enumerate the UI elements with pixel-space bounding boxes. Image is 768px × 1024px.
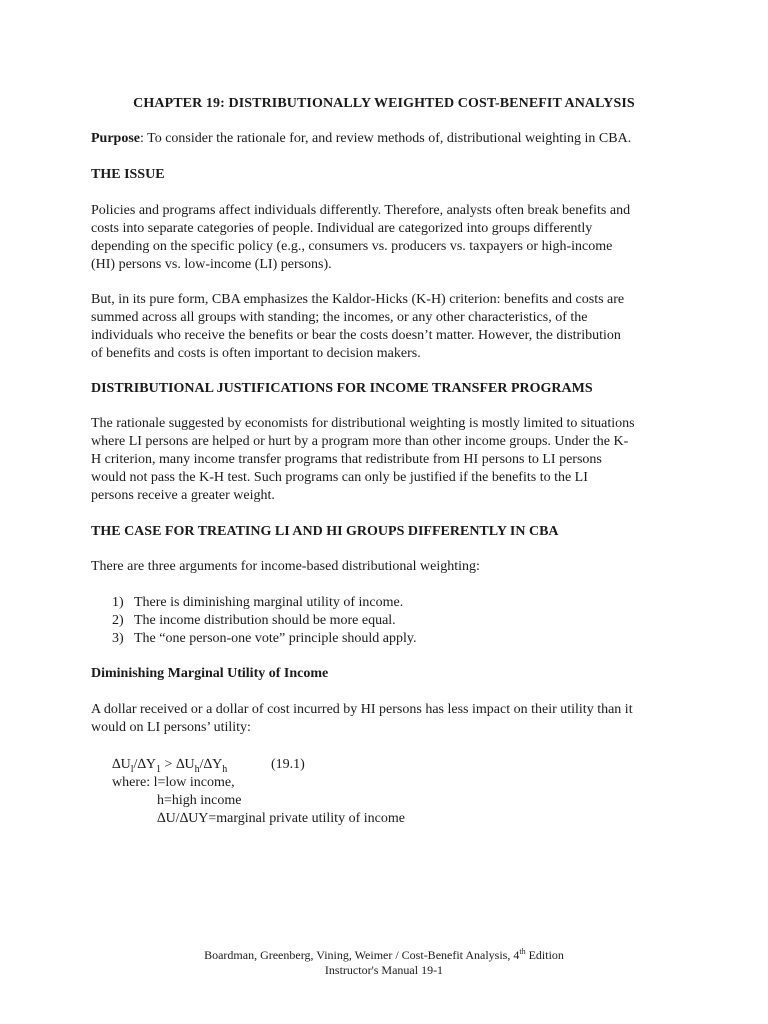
eq-subscript: h	[222, 763, 228, 775]
equation-expression	[112, 756, 227, 774]
purpose-label: Purpose	[91, 131, 140, 146]
eq-part: /∆Y	[199, 757, 223, 772]
paragraph-line: costs into separate categories of people. Individual are categorized into groups differently	[91, 221, 593, 236]
purpose-line	[91, 130, 691, 148]
list-number: 1)	[112, 595, 124, 610]
footer-text: Edition	[525, 948, 564, 962]
paragraph-line: Policies and programs affect individuals differently. Therefore, analysts often break benefits and	[91, 203, 631, 218]
eq-subscript: 1	[156, 763, 162, 775]
list-item	[112, 612, 672, 630]
paragraph-line: H criterion, many income transfer programs that redistribute from HI persons to LI persons	[91, 452, 602, 467]
eq-subscript: l	[130, 763, 134, 775]
section-heading-issue: THE ISSUE	[91, 167, 165, 182]
list-text: There is diminishing marginal utility of income.	[134, 595, 404, 610]
paragraph-line: But, in its pure form, CBA emphasizes the Kaldor-Hicks (K-H) criterion: benefits and costs are	[91, 292, 625, 307]
footer-page-number: Instructor's Manual 19-1	[324, 963, 444, 977]
footer-text: Boardman, Greenberg, Vining, Weimer / Cost-Benefit Analysis, 4	[204, 948, 520, 962]
paragraph-line: where LI persons are helped or hurt by a program more than other income groups. Under the K-	[91, 434, 629, 449]
case-intro: There are three arguments for income-based distributional weighting:	[91, 559, 480, 574]
list-text: The income distribution should be more equal.	[134, 613, 396, 628]
paragraph-line: of benefits and costs is often important to decision makers.	[91, 346, 421, 361]
chapter-title: CHAPTER 19: DISTRIBUTIONALLY WEIGHTED COST-BENEFIT ANALYSIS	[133, 96, 635, 111]
paragraph-line: A dollar received or a dollar of cost incurred by HI persons has less impact on their utility than it	[91, 702, 633, 717]
paragraph-line: would not pass the K-H test. Such programs can only be justified if the benefits to the LI	[91, 470, 588, 485]
equation-mu-definition: ∆U/∆UY=marginal private utility of income	[157, 811, 405, 826]
list-number: 2)	[112, 613, 124, 628]
paragraph-line: individuals who receive the benefits or bear the costs doesn’t matter. However, the distribution	[91, 328, 621, 343]
equation-number: (19.1)	[271, 757, 305, 772]
paragraph-line: persons receive a greater weight.	[91, 488, 275, 503]
section-heading-case: THE CASE FOR TREATING LI AND HI GROUPS DIFFERENTLY IN CBA	[91, 524, 559, 539]
list-item	[112, 630, 672, 648]
eq-subscript: h	[194, 763, 200, 775]
paragraph-line: The rationale suggested by economists for distributional weighting is mostly limited to situations	[91, 416, 635, 431]
paragraph-line: would on LI persons’ utility:	[91, 720, 251, 735]
equation-h-definition: h=high income	[157, 793, 242, 808]
list-number: 3)	[112, 631, 124, 646]
footer-superscript: th	[519, 947, 526, 956]
eq-part: > ∆U	[161, 757, 195, 772]
paragraph-line: depending on the specific policy (e.g., consumers vs. producers vs. taxpayers or high-income	[91, 239, 613, 254]
section-heading-distributional: DISTRIBUTIONAL JUSTIFICATIONS FOR INCOME TRANSFER PROGRAMS	[91, 381, 593, 396]
eq-part: ∆U	[112, 757, 131, 772]
footer-citation	[0, 948, 768, 963]
subsection-heading-dmu: Diminishing Marginal Utility of Income	[91, 666, 329, 681]
list-text: The “one person-one vote” principle should apply.	[134, 631, 417, 646]
list-item	[112, 594, 672, 612]
equation-where-line: where: l=low income,	[112, 775, 235, 790]
eq-part: /∆Y	[133, 757, 157, 772]
paragraph-line: (HI) persons vs. low-income (LI) persons).	[91, 257, 332, 272]
purpose-text: : To consider the rationale for, and review methods of, distributional weighting in CBA.	[140, 131, 632, 146]
paragraph-line: summed across all groups with standing; the incomes, or any other characteristics, of the	[91, 310, 588, 325]
